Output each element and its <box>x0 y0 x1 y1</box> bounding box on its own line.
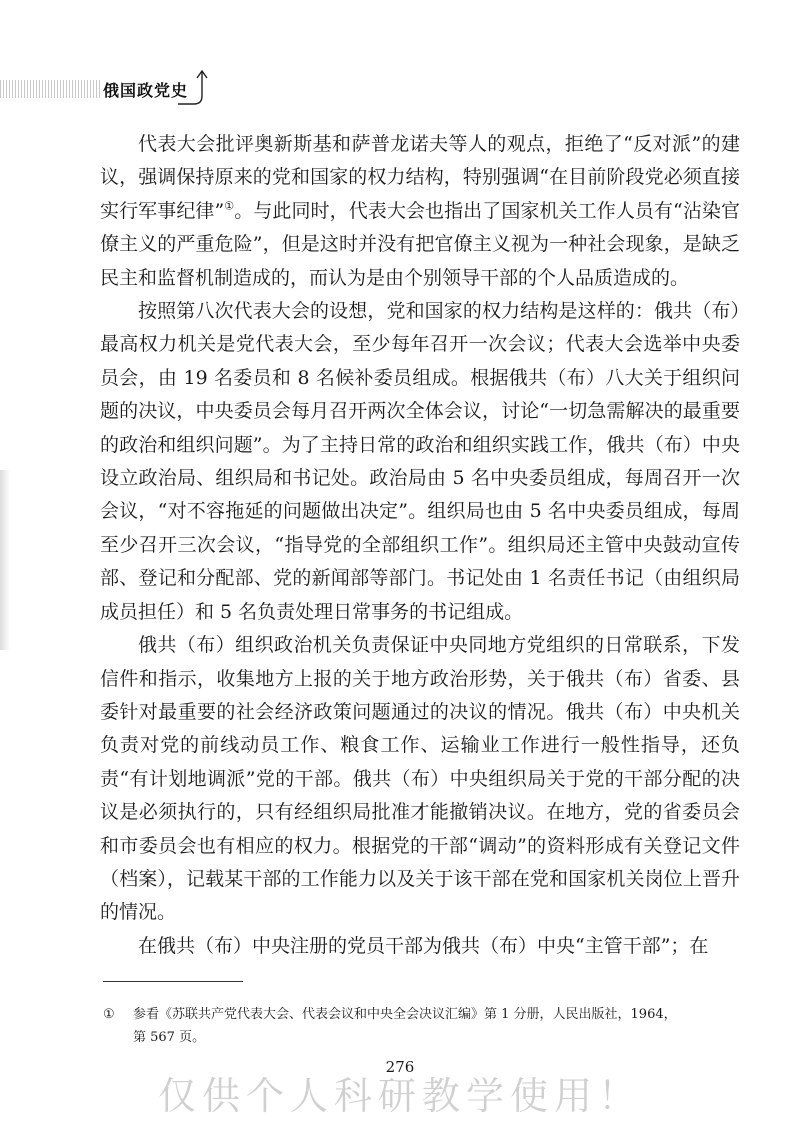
footnote-mark: ① <box>103 1007 115 1022</box>
paragraph-1-text: 代表大会批评奥新斯基和萨普龙诺夫等人的观点，拒绝了“反对派”的建议，强调保持原来的党和国家的权力结构，特别强调“在目前阶段党必须直接实行军事纪律” <box>100 133 740 222</box>
page-number: 276 <box>385 1058 415 1076</box>
page-edge-shadow <box>0 470 10 650</box>
paragraph-3: 俄共（布）组织政治机关负责保证中央同地方党组织的日常联系，下发信件和指示，收集地方上报的关于地方政治形势，关于俄共（布）省委、县委针对最重要的社会经济政策问题通过的决议的情况。俄共（布）中央机关负责对党的前线动员工作、粮食工作、运输业工作进行一般性指导，还负责“有计划地调派”党的干部。俄共（布）中央组织局关于党的干部分配的决议是必须执行的，只有经组织局批准才能撤销决议。在地方，党的省委员会和市委员会也有相应的权力。根据党的干部“调动”的资料形成有关登记文件（档案），记载某干部的工作能力以及关于该干部在党和国家机关岗位上晋升的情况。 <box>100 634 740 924</box>
footnote-line-1 <box>103 1003 743 1026</box>
footnote <box>103 1003 743 1049</box>
footnote-text: 参看《苏联共产党代表大会、代表会议和中央全会决议汇编》第 1 分册，人民出版社，1964， <box>133 1007 677 1022</box>
footnote-line-2: 第 567 页。 <box>133 1030 206 1045</box>
book-title: 俄国政党史 <box>103 81 189 100</box>
up-arrow-icon <box>176 68 216 108</box>
footnote-reference[interactable]: ① <box>224 199 235 213</box>
paragraph-1 <box>100 128 740 295</box>
paragraph-1-text-cont: 。与此同时，代表大会也指出了国家机关工作人员有“沾染官僚主义的严重危险”，但是这时并没有把官僚主义视为一种社会现象，是缺乏民主和监督机制造成的，而认为是由个别领导干部的个人品质造成的。 <box>100 199 741 289</box>
paragraph-2: 按照第八次代表大会的设想，党和国家的权力结构是这样的：俄共（布）最高权力机关是党代表大会，至少每年召开一次会议；代表大会选举中央委员会，由 19 名委员和 8 名候补委员组成。根据俄共（布）八大关于组织问题的决议，中央委员会每月召开两次全体会议，讨论“一切急需解决的最重要的政治和组织问题”。为了主持日常的政治和组织实践工作，俄共（布）中央设立政治局、组织局和书记处。政治局由 5 名中央委员组成，每周召开一次会议，“对不容拖延的问题做出决定”。组织局也由 5 名中央委员组成，每周至少召开三次会议，“指导党的全部组织工作”。组织局还主管中央鼓动宣传部、登记和分配部、党的新闻部等部门。书记处由 1 名责任书记（由组织局成员担任）和 5 名负责处理日常事务的书记组成。 <box>100 300 740 623</box>
header-hatch-bar <box>0 80 100 98</box>
main-text <box>100 128 740 963</box>
footnote-divider <box>103 981 243 982</box>
paragraph-4: 在俄共（布）中央注册的党员干部为俄共（布）中央“主管干部”；在 <box>138 934 709 957</box>
watermark: 仅供个人科研教学使用！ <box>157 1074 642 1118</box>
running-header <box>0 70 230 110</box>
